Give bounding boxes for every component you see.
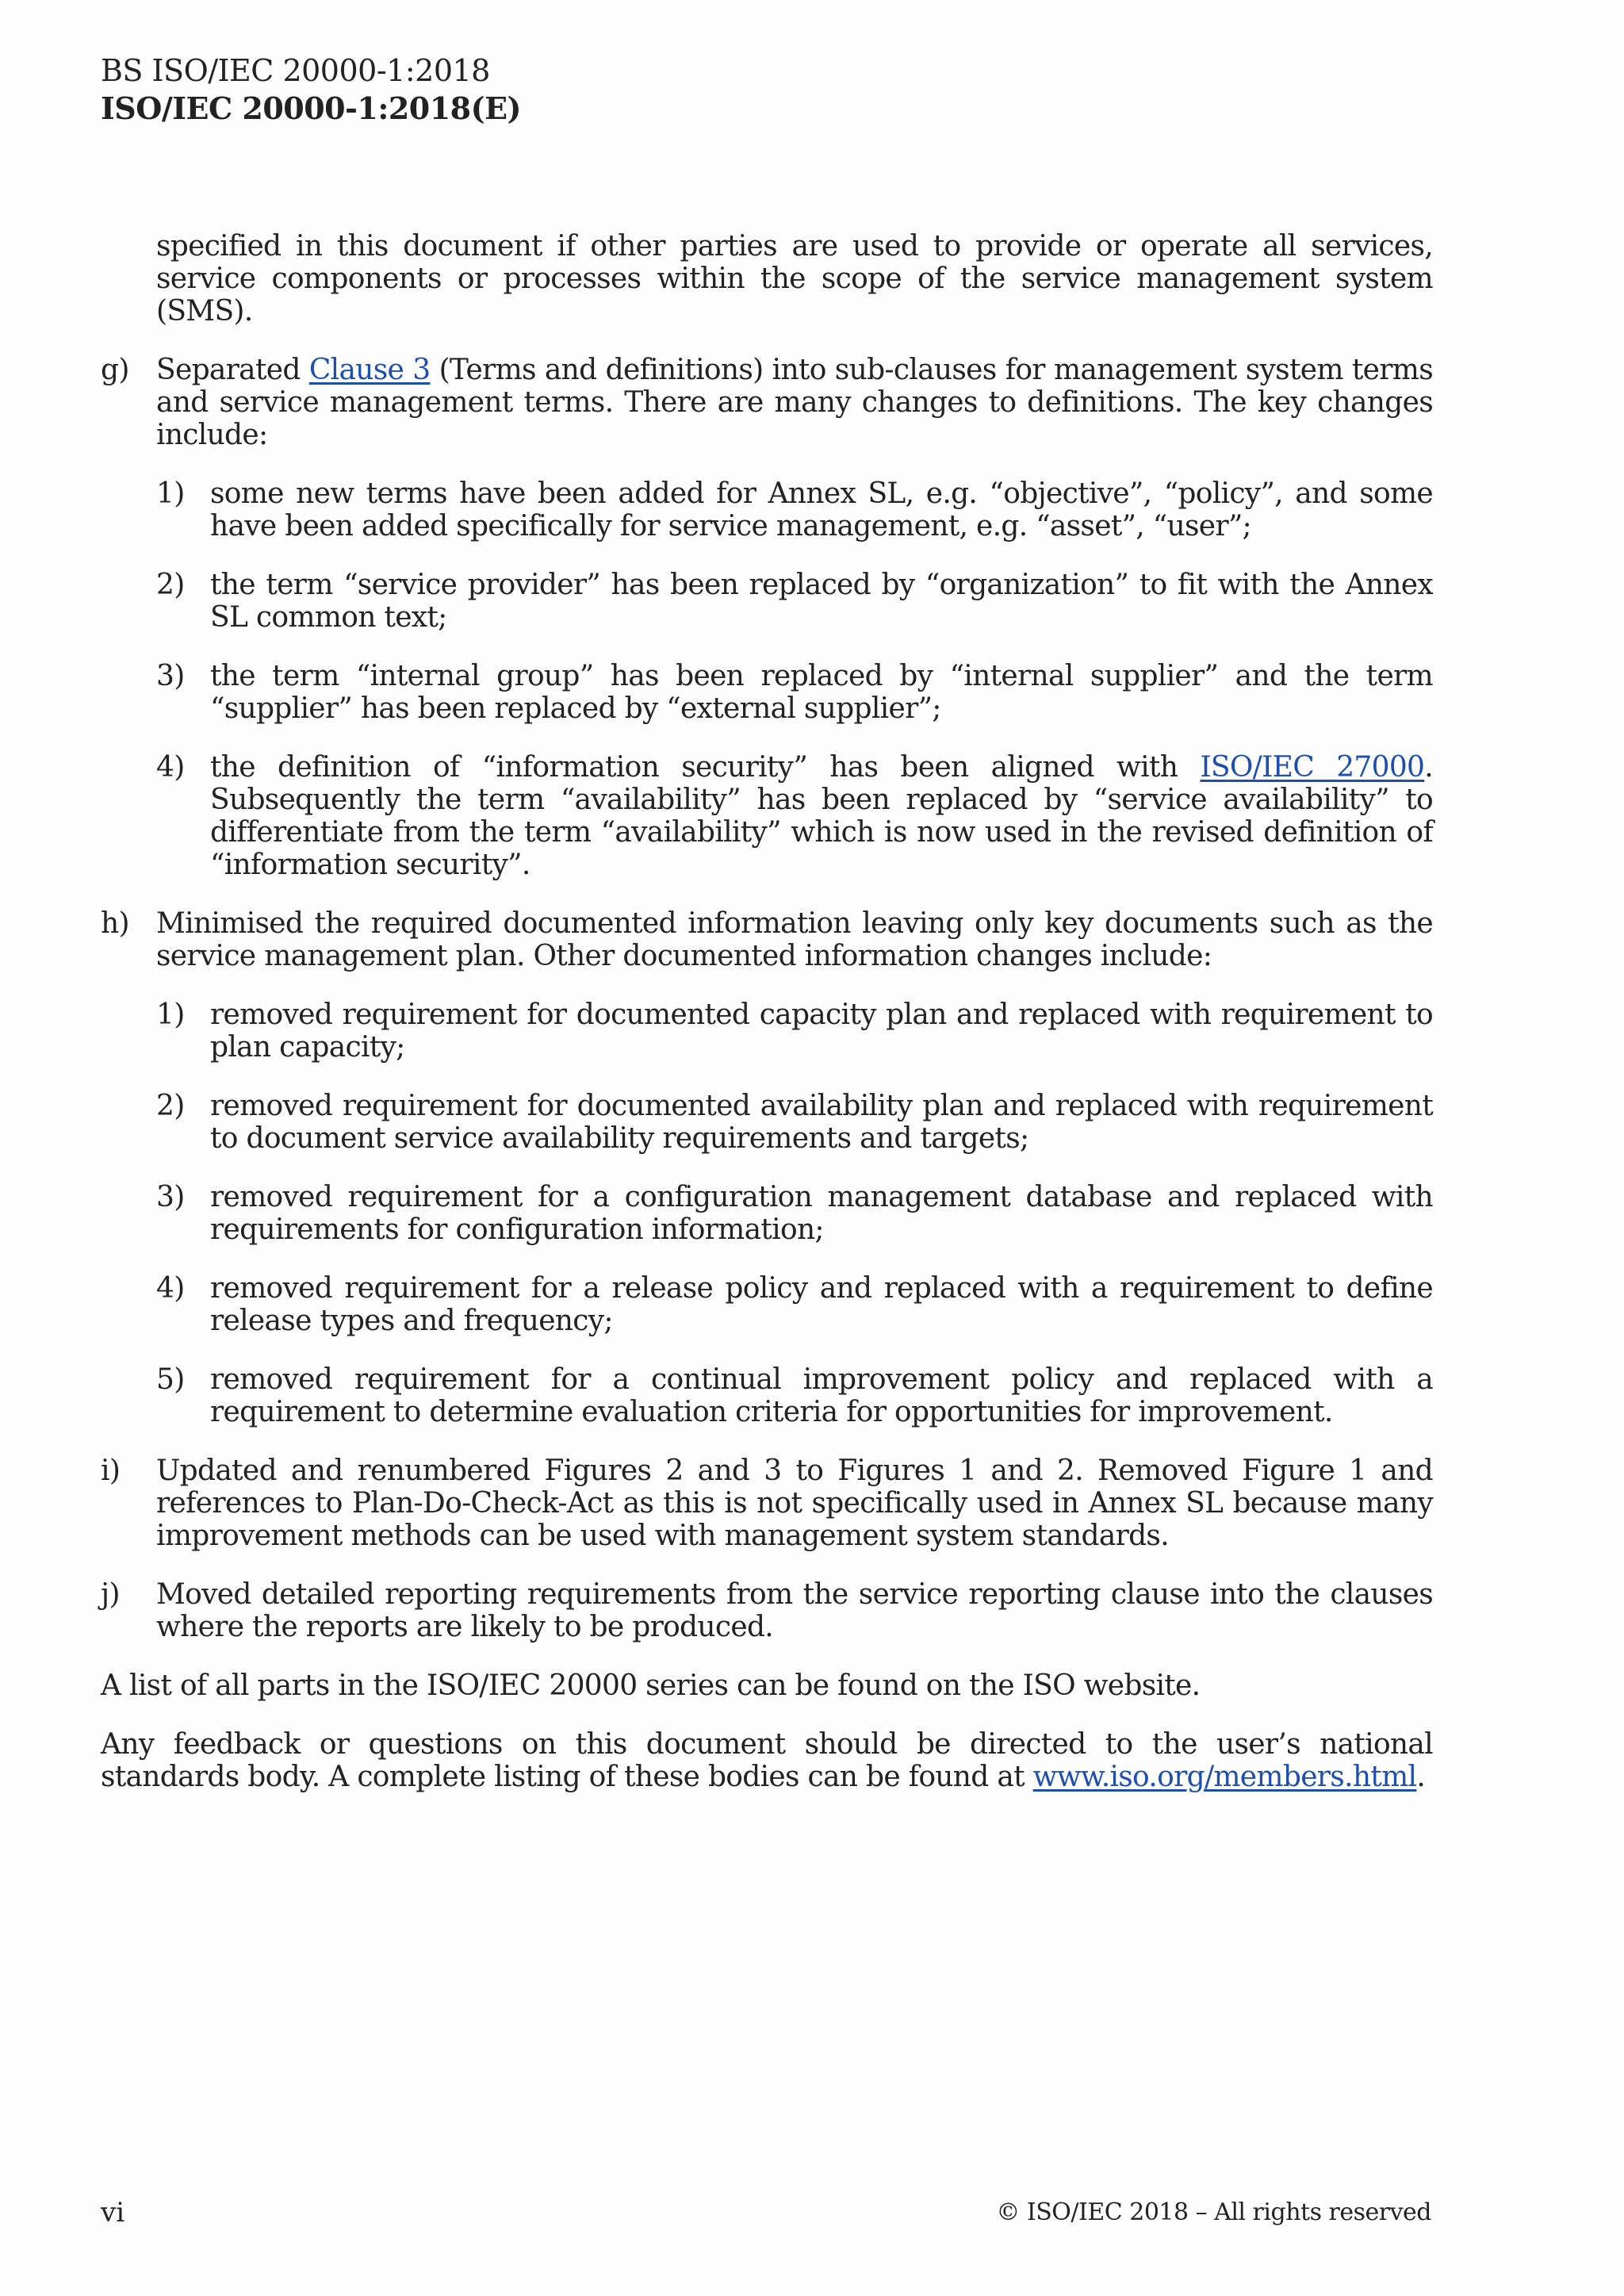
list-item-h-1 <box>101 999 1433 1064</box>
list-marker: j) <box>101 1578 120 1611</box>
feedback-text-pre: Any feedback or questions on this document should be directed to the user’s national standards body. A complete listing of these bodies can be found at <box>101 1728 1433 1793</box>
list-item-text: the term “service provider” has been replaced by “organization” to fit with the Annex SL common text; <box>210 569 1433 634</box>
continuation-paragraph: specified in this document if other parties are used to provide or operate all services, service components or processes within the scope of the service management system (SMS). <box>156 230 1433 328</box>
list-marker: 3) <box>156 1181 185 1213</box>
list-item-h-4 <box>101 1272 1433 1337</box>
page-number: vi <box>101 2197 125 2229</box>
list-item-text: Moved detailed reporting requirements from the service reporting clause into the clauses where the reports are likely to be produced. <box>156 1578 1433 1643</box>
header-iso-designation: ISO/IEC 20000-1:2018(E) <box>101 90 522 126</box>
list-item-h-3 <box>101 1181 1433 1246</box>
header-bs-designation: BS ISO/IEC 20000-1:2018 <box>101 53 490 88</box>
list-item-text-post: . Subsequently the term “availability” has been replaced by “service availability” to differentiate from the term “availability” which is now used in the revised definition of “information security”. <box>210 751 1434 881</box>
list-item-g-3 <box>101 660 1433 725</box>
copyright-notice: © ISO/IEC 2018 – All rights reserved <box>996 2198 1431 2226</box>
iso-members-link[interactable]: www.iso.org/members.html <box>1032 1761 1417 1793</box>
list-marker: 1) <box>156 999 185 1031</box>
list-item-text: removed requirement for a configuration management database and replaced with requirements for configuration information; <box>210 1181 1433 1246</box>
list-item-text: some new terms have been added for Annex SL, e.g. “objective”, “policy”, and some have been added specifically for service management, e.g. “asset”, “user”; <box>210 477 1433 542</box>
list-item-g-2 <box>101 569 1433 634</box>
list-item-g <box>101 354 1433 451</box>
list-item-text-post: (Terms and definitions) into sub-clauses for management system terms and service management terms. There are many changes to definitions. The key changes include: <box>156 354 1433 451</box>
list-marker: 4) <box>156 751 185 784</box>
list-marker: 3) <box>156 660 185 692</box>
list-item-g-4 <box>101 751 1433 881</box>
list-item-text: removed requirement for a continual improvement policy and replaced with a requirement to determine evaluation criteria for opportunities for improvement. <box>210 1363 1433 1428</box>
list-item-h-5 <box>101 1363 1433 1428</box>
list-marker: g) <box>101 354 129 386</box>
document-body <box>101 230 1433 1819</box>
list-item-i <box>101 1455 1433 1552</box>
list-marker: 5) <box>156 1363 185 1396</box>
list-marker: i) <box>101 1455 121 1487</box>
list-item-h <box>101 907 1433 972</box>
list-item-text: Minimised the required documented information leaving only key documents such as the service management plan. Other documented information changes include: <box>156 907 1433 972</box>
list-marker: 2) <box>156 569 185 601</box>
list-item-text: removed requirement for documented availability plan and replaced with requirement to document service availability requirements and targets; <box>210 1090 1433 1155</box>
parts-list-paragraph: A list of all parts in the ISO/IEC 20000 series can be found on the ISO website. <box>101 1669 1201 1702</box>
list-marker: 1) <box>156 477 185 510</box>
list-item-text-pre: Separated <box>156 354 309 386</box>
list-marker: 4) <box>156 1272 185 1305</box>
list-marker: h) <box>101 907 129 940</box>
list-item-text: the term “internal group” has been replaced by “internal supplier” and the term “supplier” has been replaced by “external supplier”; <box>210 660 1433 725</box>
list-item-h-2 <box>101 1090 1433 1155</box>
list-item-text-pre: the definition of “information security” has been aligned with <box>210 751 1201 784</box>
list-item-text: removed requirement for documented capacity plan and replaced with requirement to plan capacity; <box>210 999 1433 1064</box>
list-item-text: Updated and renumbered Figures 2 and 3 to Figures 1 and 2. Removed Figure 1 and references to Plan-Do-Check-Act as this is not specifically used in Annex SL because many improvement methods can be used with management system standards. <box>156 1455 1433 1552</box>
clause-3-link[interactable]: Clause 3 <box>308 354 431 386</box>
list-item-text: removed requirement for a release policy and replaced with a requirement to define release types and frequency; <box>210 1272 1433 1337</box>
list-marker: 2) <box>156 1090 185 1122</box>
feedback-paragraph <box>101 1728 1433 1793</box>
feedback-text-post: . <box>1416 1761 1426 1793</box>
list-item-g-1 <box>101 477 1433 542</box>
list-item-j <box>101 1578 1433 1643</box>
iso-iec-27000-link[interactable]: ISO/IEC 27000 <box>1200 751 1425 784</box>
